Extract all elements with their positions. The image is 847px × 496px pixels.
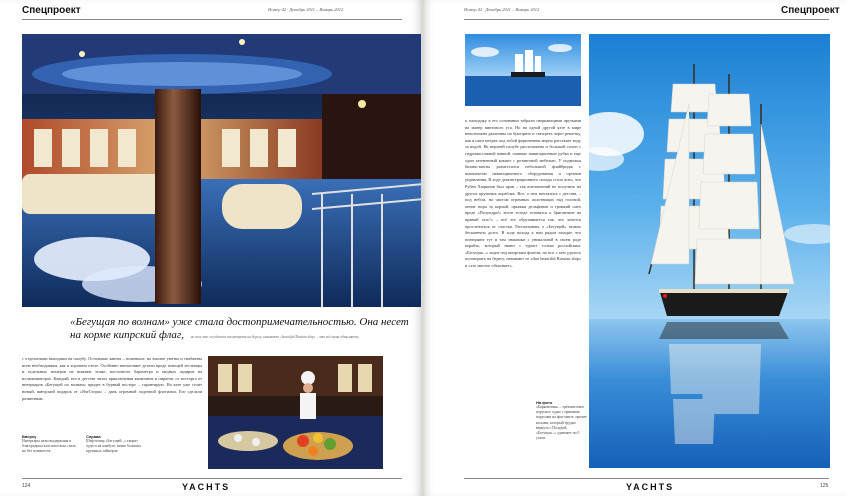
footer-rule bbox=[22, 478, 402, 479]
sailing-ship-photo bbox=[589, 34, 830, 468]
caption-body: Интерьеры яхты выдержаны в благородном классическом стиле, но без излишеств. bbox=[22, 439, 77, 454]
header-rule bbox=[464, 19, 829, 20]
caption-right bbox=[86, 434, 144, 455]
brand-logo: YACHTS bbox=[182, 482, 231, 492]
right-page bbox=[424, 0, 847, 496]
issue-line: Номер 42 · Декабрь 2011 – Январь 2012 bbox=[464, 7, 540, 12]
footer-rule bbox=[464, 478, 829, 479]
body-text: с отдельными выходами на палубу. Остальные каюты – поменьше, но вполне уютны и снабжены всем необходимым, как в хорошем отеле. Особенно впечатляют детали вроде поющей лестницы и отдельных номеров на нижнем этаже, восточного барометра и медных ладиров на иллюминаторах. Каждый, кто в детстве читал приключения капитанов и пиратов, от восторга от интерьеров «Бегущей по волнам» придет в бурный восторг – гарантирую. На яхте уже стоит новый, шведский подарок от «ЯхтСтори» – дань огромной лодочной флотилии. Его сделали разменным. bbox=[22, 356, 202, 401]
caption-head: Справа bbox=[86, 434, 101, 439]
left-page bbox=[0, 0, 421, 496]
section-tag: Спецпроект bbox=[22, 5, 81, 16]
section-tag: Спецпроект bbox=[781, 5, 840, 16]
chef-buffet-photo bbox=[208, 356, 383, 469]
brand-logo: YACHTS bbox=[626, 482, 675, 492]
caption-head: Вверху bbox=[22, 434, 37, 439]
issue-line: Номер 42 · Декабрь 2011 – Январь 2012 bbox=[268, 7, 344, 12]
yacht-interior-photo bbox=[22, 34, 421, 307]
pull-quote-note: но всех это ли удается посмотреть на берегу, называют «beautiful Russian ship» – что всё нами объясняют» bbox=[190, 335, 360, 339]
caption bbox=[536, 400, 588, 441]
page-number: 124 bbox=[22, 483, 31, 489]
caption-head: На фото bbox=[536, 400, 553, 405]
pull-quote bbox=[70, 316, 410, 344]
caption-top bbox=[22, 434, 80, 455]
header-rule bbox=[22, 19, 402, 20]
caption-body: Шеф-повар «Бегущей...» творит чудеса на камбузе, меню больших круизных лайнеров. bbox=[86, 439, 142, 454]
page-number: 125 bbox=[820, 483, 829, 489]
small-ship-photo bbox=[465, 34, 581, 106]
caption-body: «Баркентина» – трёхмачтовое парусное судно с прямыми парусами на фок-мачте, прочие косыми, который трудно вернуть с Полудой, «Бегущая...» удивляет по 0 узлов. bbox=[536, 405, 587, 441]
pull-quote-text: «Бегущая по волнам» уже стала достопримечательностью. Она несет на корме кипрский флаг, bbox=[70, 316, 409, 341]
body-text: к площадку в его основании забрали сверкающими прутьями на манер винтового уса. Но на одной другой яхте в мире невозможно различны на бушприте и смотреть через решетку, как в пяти метрах под тобой форштевень мерно рассекает воду за водой. На верхней палубе расположена и большой салон с гидромассажной ванной, главные навигационные рубка и еще один затененный кокпит с ротанговой мебелью. У подножья бизань-мачты разместился небольшой флайбридж с комплектом навигационного оборудования и органов управления. В ходе демонстрационного похода стало ясно, что Рубен Хюринов был прав – так впечатлений не получить на других круизных кораблях. Все, о чем мечтались с детства, – под небом, на чистом огромных полотнищах над головой, пение воды за кормой, прыжки дельфинов и громкий смех вроде «Полундра!» возле тогоде готовятся к бригантине на правый галс!» – всё это обрушивается так, что хочется прослезиться от счастья. Рассказывать о «Бегущей» можно бесконечно долго. В ходе похода к нам рядом заходят, что повторяют тут и там знакомые с уникальной в своем роде корабль, который знают с турист только российским. «Бегущая...» ходит под кипрским флагом, но все, с кем удалось поговорить на берегу, называют ее «that beautiful Russian ship» и «это многое объясняет». bbox=[465, 118, 581, 269]
